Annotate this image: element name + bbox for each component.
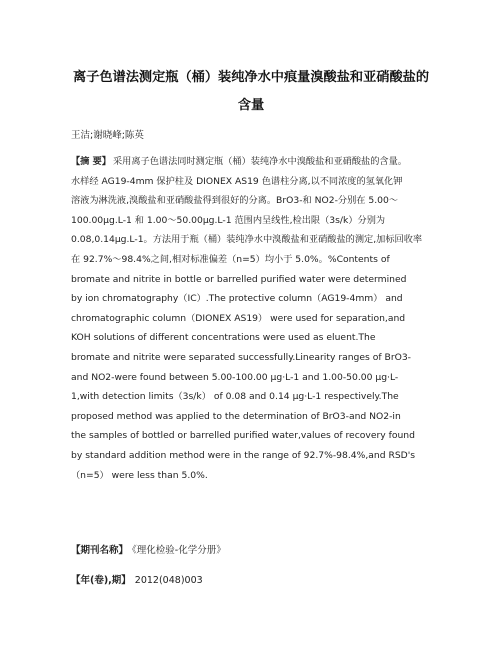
journal-value: 《理化检验-化学分册》 bbox=[132, 545, 226, 556]
abstract-label: 【摘 要】 bbox=[71, 156, 111, 167]
abstract-line: 在 92.7%～98.4%之间,相对标准偏差（n=5）均小于 5.0%。%Contents of bbox=[71, 253, 390, 265]
abstract-line: bromate and nitrite were separated successfully.Linearity ranges of BrO3- bbox=[71, 351, 411, 363]
abstract-line: by standard addition method were in the range of 92.7%-98.4%,and RSD's bbox=[71, 449, 416, 461]
abstract-line: 水样经 AG19-4mm 保护柱及 DIONEX AS19 色谱柱分离,以不同浓度的氢氧化钾 bbox=[71, 175, 403, 187]
abstract-line: proposed method was applied to the determination of BrO3-and NO2-in bbox=[71, 410, 401, 422]
abstract-line: by ion chromatography（IC）.The protective column（AG19-4mm） and bbox=[71, 293, 403, 305]
volume-label: 【年(卷),期】 bbox=[71, 575, 131, 586]
title-line: 离子色谱法测定瓶（桶）装纯净水中痕量溴酸盐和亚硝酸盐的 bbox=[72, 70, 430, 85]
journal-name bbox=[71, 542, 226, 556]
authors: 王洁;谢晓峰;陈英 bbox=[71, 130, 144, 141]
volume-issue bbox=[71, 572, 203, 586]
abstract-line: 0.08,0.14μg.L-1。方法用于瓶（桶）装纯净水中溴酸盐和亚硝酸盐的测定,加标回收率 bbox=[71, 234, 423, 246]
abstract-line: the samples of bottled or barrelled purified water,values of recovery found bbox=[71, 430, 415, 442]
abstract-line: 100.00μg.L-1 和 1.00～50.00μg.L-1 范围内呈线性,检出限（3s/k）分别为 bbox=[71, 214, 386, 226]
article-title bbox=[40, 64, 462, 120]
abstract-text: 采用离子色谱法同时测定瓶（桶）装纯净水中溴酸盐和亚硝酸盐的含量。 bbox=[112, 156, 407, 167]
volume-value: 2012(048)003 bbox=[134, 575, 203, 586]
abstract-line: and NO2-were found between 5.00-100.00 μg·L-1 and 1.00-50.00 μg·L- bbox=[71, 371, 399, 383]
abstract-line: 溶液为淋洗液,溴酸盐和亚硝酸盐得到很好的分离。BrO3-和 NO2-分别在 5.00～ bbox=[71, 195, 399, 207]
abstract-line bbox=[71, 152, 439, 172]
title-line: 含量 bbox=[237, 98, 265, 113]
abstract-line: KOH solutions of different concentrations were used as eluent.The bbox=[71, 332, 376, 344]
abstract bbox=[71, 152, 439, 485]
abstract-line: 1,with detection limits（3s/k） of 0.08 and 0.14 μg·L-1 respectively.The bbox=[71, 391, 399, 403]
journal-label: 【期刊名称】 bbox=[71, 545, 129, 556]
abstract-line: （n=5） were less than 5.0%. bbox=[71, 469, 208, 481]
abstract-line: bromate and nitrite in bottle or barrelled purified water were determined bbox=[71, 273, 407, 285]
abstract-line: chromatographic column（DIONEX AS19） were used for separation,and bbox=[71, 312, 406, 324]
